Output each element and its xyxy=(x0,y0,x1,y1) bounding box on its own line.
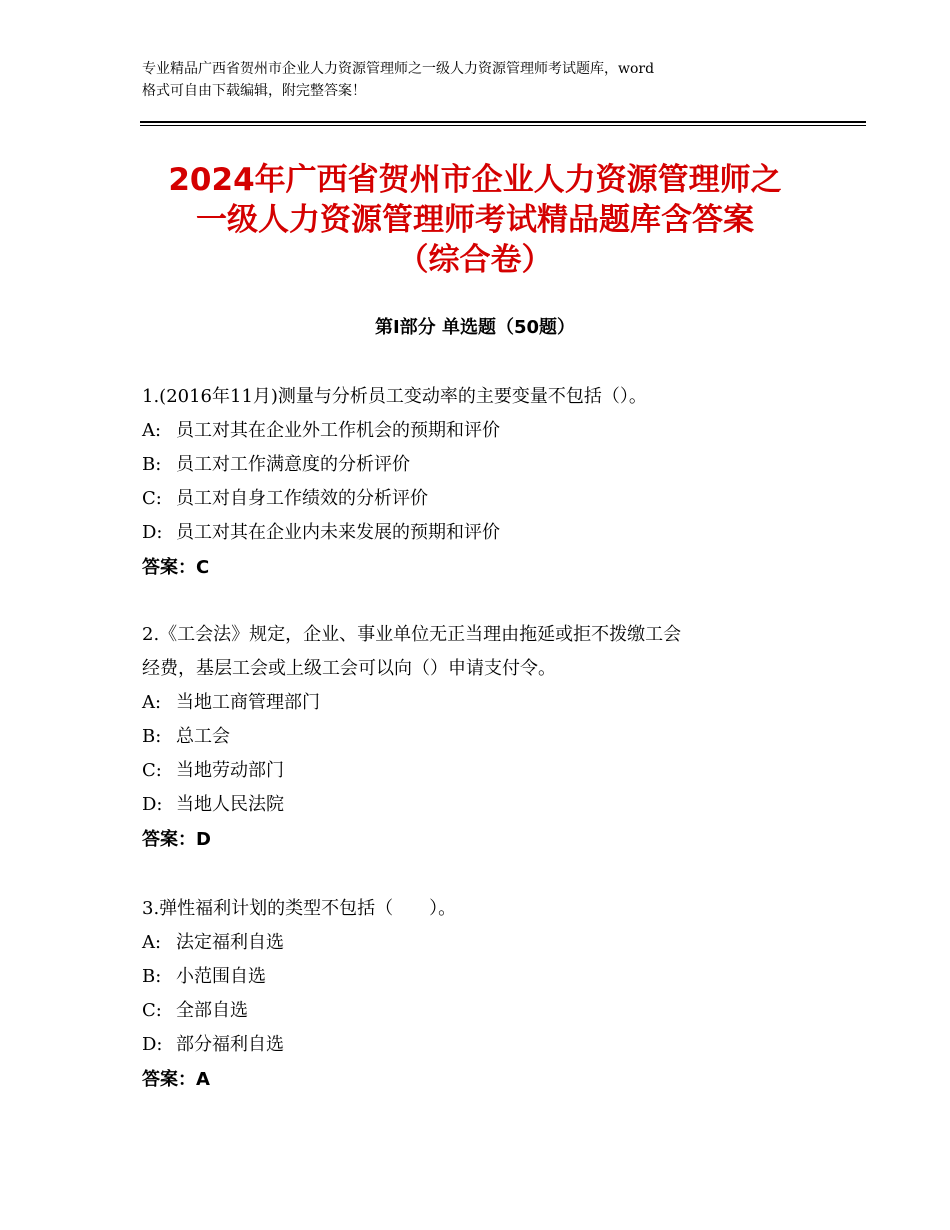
option-letter: A: xyxy=(142,692,162,713)
question-stem: 3.弹性福利计划的类型不包括（ ）。 xyxy=(142,898,457,919)
option-text: 员工对其在企业外工作机会的预期和评价 xyxy=(176,420,500,441)
question-1 xyxy=(142,380,832,586)
option-text: 部分福利自选 xyxy=(176,1034,284,1055)
option-letter: A: xyxy=(142,420,162,441)
option-letter: D: xyxy=(142,794,163,815)
answer-label: 答案：C xyxy=(142,557,210,578)
option-text: 小范围自选 xyxy=(176,966,266,987)
option-text: 当地工商管理部门 xyxy=(176,692,320,713)
option-letter: C: xyxy=(142,488,162,509)
option-letter: D: xyxy=(142,1034,163,1055)
option-letter: B: xyxy=(142,726,162,747)
header-divider-thick xyxy=(140,121,866,123)
option-d xyxy=(142,516,832,550)
option-text: 当地人民法院 xyxy=(176,794,284,815)
option-letter: C: xyxy=(142,1000,162,1021)
option-c xyxy=(142,754,832,788)
option-letter: C: xyxy=(142,760,162,781)
question-stem-line-2: 经费，基层工会或上级工会可以向（）申请支付令。 xyxy=(142,658,556,679)
section-heading: 第Ⅰ部分 单选题（50题） xyxy=(374,317,575,338)
header-note-line-2: 格式可自由下载编辑，附完整答案！ xyxy=(142,83,366,99)
header-note-line-1: 专业精品广西省贺州市企业人力资源管理师之一级人力资源管理师考试题库，word xyxy=(142,61,655,77)
option-c xyxy=(142,994,832,1028)
option-letter: B: xyxy=(142,454,162,475)
question-3 xyxy=(142,892,832,1098)
option-letter: D: xyxy=(142,522,163,543)
option-b xyxy=(142,960,832,994)
answer-label: 答案：D xyxy=(142,829,211,850)
option-a xyxy=(142,414,832,448)
option-d xyxy=(142,788,832,822)
option-letter: A: xyxy=(142,932,162,953)
option-c xyxy=(142,482,832,516)
option-text: 员工对自身工作绩效的分析评价 xyxy=(176,488,428,509)
option-a xyxy=(142,686,832,720)
option-text: 当地劳动部门 xyxy=(176,760,284,781)
option-text: 总工会 xyxy=(176,726,230,747)
option-b xyxy=(142,448,832,482)
question-stem-line-1: 2.《工会法》规定，企业、事业单位无正当理由拖延或拒不拨缴工会 xyxy=(142,624,682,645)
option-b xyxy=(142,720,832,754)
title-line-3: （综合卷） xyxy=(397,242,553,278)
option-letter: B: xyxy=(142,966,162,987)
question-stem: 1.(2016年11月)测量与分析员工变动率的主要变量不包括（）。 xyxy=(142,386,647,407)
option-text: 员工对工作满意度的分析评价 xyxy=(176,454,410,475)
option-text: 法定福利自选 xyxy=(176,932,284,953)
answer-label: 答案：A xyxy=(142,1069,210,1090)
option-d xyxy=(142,1028,832,1062)
option-text: 全部自选 xyxy=(176,1000,248,1021)
title-line-1: 2024年广西省贺州市企业人力资源管理师之 xyxy=(168,162,782,198)
header-divider-thin xyxy=(140,125,866,126)
question-2 xyxy=(142,618,832,858)
option-a xyxy=(142,926,832,960)
title-line-2: 一级人力资源管理师考试精品题库含答案 xyxy=(196,202,754,238)
document-title xyxy=(120,160,830,280)
option-text: 员工对其在企业内未来发展的预期和评价 xyxy=(176,522,500,543)
header-note xyxy=(142,58,822,102)
